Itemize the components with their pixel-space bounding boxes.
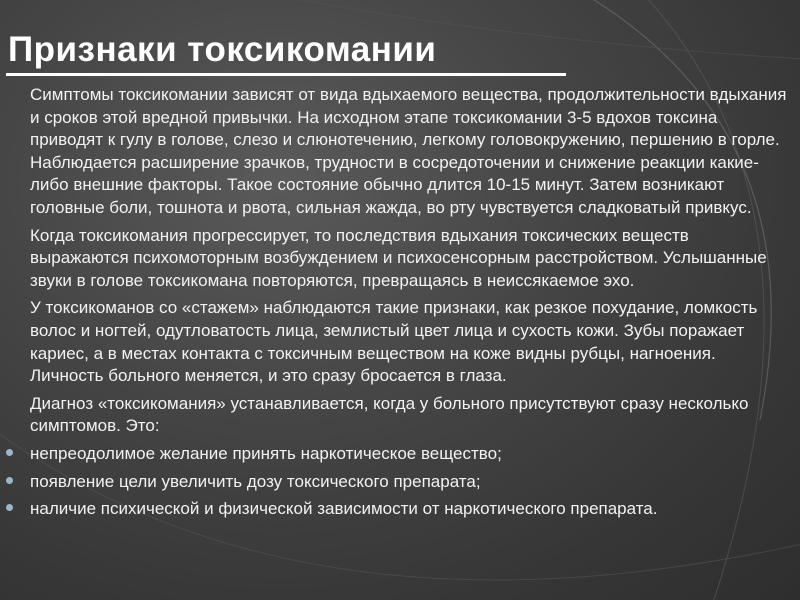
list-item-text: наличие психической и физической зависимости от наркотического препарата. xyxy=(30,499,658,519)
paragraph-symptoms: Симптомы токсикомании зависят от вида вдыхаемого вещества, продолжительности вдыхания и сроков этой вредной привычки. На исходном этапе токсикомании 3-5 вдохов токсина приводят к гулу в голове, слезо и слюнотечению, легкому головокружению, першению в горле. Наблюдается расширение зрачков, трудности в сосредоточении и снижение реакции какие-либо внешние факторы. Такое состояние обычно длится 10-15 минут. Затем возникают головные боли, тошнота и рвота, сильная жажда, во рту чувствуется сладковатый привкус. xyxy=(30,85,787,217)
list-item xyxy=(12,498,790,521)
bullet-dot-icon xyxy=(6,477,13,484)
bullet-dot-icon xyxy=(6,504,13,511)
slide-body xyxy=(12,84,790,526)
bullet-dot-icon xyxy=(6,449,13,456)
list-item-text: появление цели увеличить дозу токсического препарата; xyxy=(30,471,481,491)
paragraph-long-term: У токсикоманов со «стажем» наблюдаются такие признаки, как резкое похудание, ломкость волос и ногтей, одутловатость лица, землистый цвет лица и сухость кожи. Зубы поражает кариес, а в местах контакта с токсичным веществом на коже видны рубцы, нагноения. Личность больного меняется, и это сразу бросается в глаза. xyxy=(30,298,758,386)
list-item-text: непреодолимое желание принять наркотическое вещество; xyxy=(30,443,502,463)
paragraph-diagnosis: Диагноз «токсикомания» устанавливается, когда у больного присутствуют сразу несколько симптомов. Это: xyxy=(30,393,749,436)
list-item xyxy=(12,443,790,466)
paragraph-progression: Когда токсикомания прогрессирует, то последствия вдыхания токсических веществ выражаются психомоторным возбуждением и психосенсорным расстройством. Услышанные звуки в голове токсикомана повторяются, превращаясь в неиссякаемое эхо. xyxy=(30,225,767,290)
slide-title: Признаки токсикомании xyxy=(8,30,437,69)
title-underline xyxy=(6,73,566,76)
list-item xyxy=(12,471,790,494)
